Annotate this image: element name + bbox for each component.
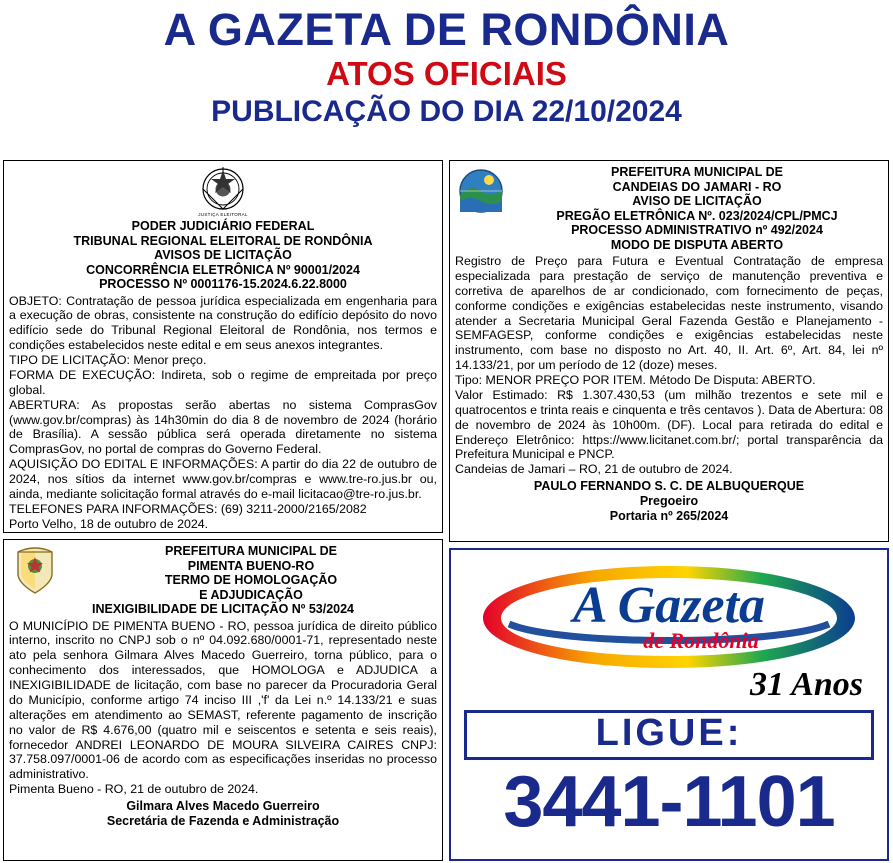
candeias-signature-name: PAULO FERNANDO S. C. DE ALBUQUERQUE	[533, 479, 805, 494]
tre-paragraph-telefones: TELEFONES PARA INFORMAÇÕES: (69) 3211-2000/2165/2082	[9, 501, 367, 516]
candeias-paragraph-objeto: Registro de Preço para Futura e Eventual Contratação de empresa especializada para prestação de serviço de manutenção preventiva e corretiva de aparelhos de ar condicionado, com fornecimento de peças, conforme condições e exigências estabelecidas neste instrumento, visando atender a Secretaria Municipal Geral Fazenda Gestão e Planejamento - SEMFAGESP, conforme condições e exigências estabelecidas neste instrumento, com base no disposto no Art. 40, II. Art. 6º, Art. 84, lei nº 14.133/21, por um período de 12 (doze) meses.	[455, 254, 883, 373]
gazeta-advertisement	[449, 548, 889, 861]
tre-paragraph-local-data: Porto Velho, 18 de outubro de 2024.	[9, 516, 209, 531]
candeias-paragraph-tipo: Tipo: MENOR PREÇO POR ITEM. Método De Disputa: ABERTO.	[455, 373, 816, 387]
candeias-header-text	[511, 165, 883, 252]
candeias-signature-portaria: Portaria nº 265/2024	[609, 509, 729, 524]
ligue-label: LIGUE:	[464, 710, 874, 760]
notice-tre-ro	[3, 160, 443, 533]
newspaper-title: A GAZETA DE RONDÔNIA	[163, 4, 730, 55]
notice-pimenta-bueno	[3, 539, 443, 861]
gazeta-logo-graphic	[469, 560, 869, 672]
candeias-signature-role: Pregoeiro	[639, 494, 699, 509]
tre-paragraph-forma: FORMA DE EXECUÇÃO: Indireta, sob o regime de empreitada por preço global.	[9, 367, 437, 397]
candeias-paragraph-valor: Valor Estimado: R$ 1.307.430,53 (um milhão trezentos e sete mil e quatrocentos e trinta reais e cinquenta e três centavos ). Data de Abertura: 08 de novembro de 2024 às 10h00m. (DF). Local para retirada do edital e Endereço Eletrônico: https://www.licitanet.com.br/; portal transparência da Prefeitura Municipal e PNCP.	[455, 387, 883, 462]
candeias-header-line-1: PREFEITURA MUNICIPAL DE	[611, 165, 783, 179]
candeias-paragraph-local-data: Candeias de Jamari – RO, 21 de outubro de 2024.	[455, 462, 733, 477]
tre-header-line-5: PROCESSO Nº 0001176-15.2024.6.22.8000	[99, 277, 347, 291]
masthead-subtitle: ATOS OFICIAIS	[326, 55, 567, 93]
gazeta-logo-sub-text: de Rondônia	[643, 628, 759, 653]
pimenta-header-text	[65, 544, 437, 602]
tre-paragraph-aquisicao: AQUISIÇÃO DO EDITAL E INFORMAÇÕES: A partir do dia 22 de outubro de 2024, nos sítios da internet www.gov.br/compras e www.tre-ro.jus.br ou, ainda, mediante solicitação formal através do e-mail licitacao@tre-ro.jus.br.	[9, 457, 437, 501]
gazeta-logo	[469, 560, 869, 672]
gazeta-logo-main-text: A Gazeta	[572, 577, 766, 634]
candeias-header-line-4: PREGÃO ELETRÔNICA Nº. 023/2024/CPL/PMCJ	[556, 208, 838, 223]
pimenta-header-line-3: TERMO DE HOMOLOGAÇÃO	[164, 573, 338, 587]
pimenta-header-line-4: E ADJUDICAÇÃO	[199, 587, 303, 602]
publication-date: PUBLICAÇÃO DO DIA 22/10/2024	[211, 95, 682, 129]
tre-header-line-1: PODER JUDICIÁRIO FEDERAL	[131, 219, 315, 233]
gazeta-anniversary-label: 31 Anos	[749, 666, 863, 703]
tre-paragraph-objeto: OBJETO: Contratação de pessoa jurídica especializada em engenharia para a execução de obras, consistente na construção do edifício depósito do novo edifício sede do Tribunal Regional Eleitoral de Rondônia, nos termos e condições estabelecidos neste edital e em seus anexos integrantes.	[9, 293, 437, 353]
pimenta-body	[9, 619, 437, 798]
candeias-header-line-3: AVISO DE LICITAÇÃO	[632, 194, 762, 208]
phone-number[interactable]: 3441-1101	[503, 761, 835, 842]
pimenta-signature-name: Gilmara Alves Macedo Guerreiro	[126, 799, 320, 813]
pimenta-paragraph-main: O MUNICÍPIO DE PIMENTA BUENO - RO, pessoa jurídica de direito público interno, inscrito no CNPJ sob o nº 04.092.680/0001-71, representado neste ato pela senhora Gilmara Alves Macedo Guerreiro, torna público, para o conhecimento dos interessados, que HOMOLOGA e ADJUDICA a INEXIGIBILIDADE de licitação, com base no parecer da Procuradoria Geral do Município, conforme artigo 74 inciso III ,'f' da Lei n.º 14.133/21 e suas alterações em atendimento ao SEMAST, referente pagamento de inscrição no valor de R$ 4.676,00 (quatro mil e seiscentos e setenta e seis reais), fornecedor ANDREI LEONARDO DE MOURA SILVEIRA CAIRES CNPJ: 37.758.097/0001-06 de acordo com as especificações inseridas no processo administrativo.	[9, 618, 437, 782]
candeias-do-jamari-coat-of-arms-icon	[455, 165, 507, 217]
right-column	[449, 160, 889, 861]
tre-paragraph-tipo: TIPO DE LICITAÇÃO: Menor preço.	[9, 353, 207, 367]
tre-header-line-3: AVISOS DE LICITAÇÃO	[154, 248, 292, 262]
left-column	[3, 160, 443, 861]
tre-body	[9, 294, 437, 532]
candeias-header-line-6: MODO DE DISPUTA ABERTO	[610, 237, 784, 252]
pimenta-bueno-coat-of-arms-icon	[9, 544, 61, 596]
pimenta-header-line-5: INEXIGIBILIDADE DE LICITAÇÃO Nº 53/2024	[91, 602, 355, 616]
candeias-body	[455, 254, 883, 477]
candeias-header-row	[455, 165, 883, 252]
emblem-caption: JUSTIÇA ELEITORAL	[198, 212, 248, 217]
tre-header-line-2: TRIBUNAL REGIONAL ELEITORAL DE RONDÔNIA	[73, 233, 373, 248]
pimenta-signature-role: Secretária de Fazenda e Administração	[106, 814, 340, 828]
tre-paragraph-abertura: ABERTURA: As propostas serão abertas no sistema ComprasGov (www.gov.br/compras) às 14h30min do dia 8 de novembro de 2024 (horário de Brasília). A sessão pública será operada diretamente no sistema ComprasGov, no portal de compras do Governo Federal.	[9, 397, 437, 457]
tre-header-line-4: CONCORRÊNCIA ELETRÔNICA Nº 90001/2024	[86, 262, 360, 277]
candeias-header-line-5: PROCESSO ADMINISTRATIVO nº 492/2024	[571, 223, 823, 237]
pimenta-header-line-2: PIMENTA BUENO-RO	[187, 558, 315, 573]
brazil-coat-of-arms-icon	[197, 165, 249, 217]
notice-candeias-do-jamari	[449, 160, 889, 542]
notice-columns	[3, 160, 890, 861]
pimenta-header-line-1: PREFEITURA MUNICIPAL DE	[165, 544, 337, 558]
pimenta-header-row	[9, 544, 437, 602]
candeias-header-line-2: CANDEIAS DO JAMARI - RO	[612, 179, 782, 194]
pimenta-paragraph-local-data: Pimenta Bueno - RO, 21 de outubro de 2024.	[9, 782, 259, 797]
masthead	[0, 0, 893, 130]
